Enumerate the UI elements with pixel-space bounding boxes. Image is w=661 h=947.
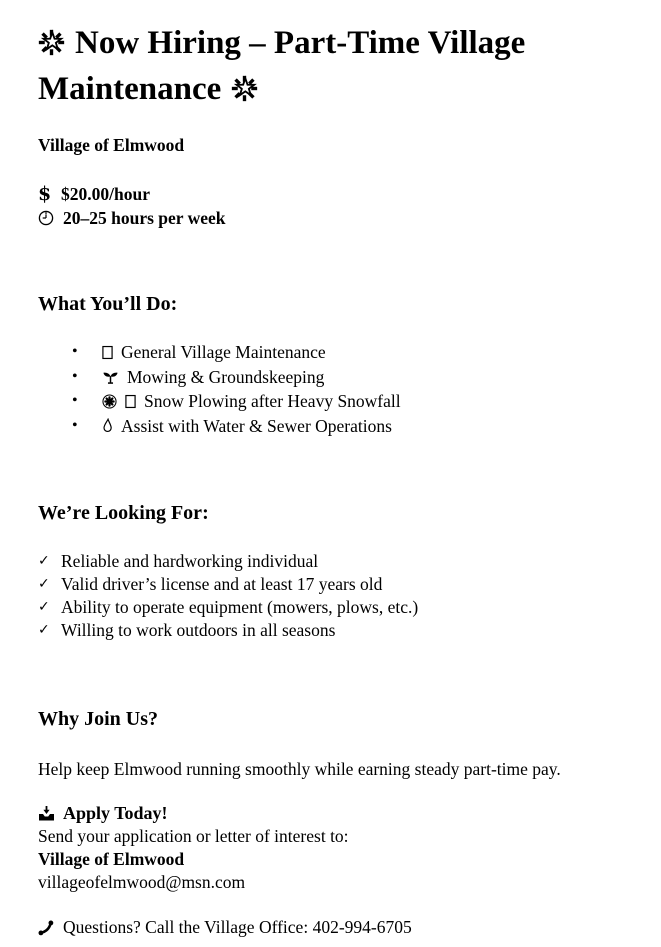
requirement-text: Reliable and hardworking individual bbox=[61, 551, 319, 571]
apply-heading bbox=[38, 801, 631, 825]
requirement-text: Ability to operate equipment (mowers, plows, etc.) bbox=[61, 597, 419, 617]
list-item bbox=[38, 389, 631, 414]
apply-instruction: Send your application or letter of interest to: bbox=[38, 826, 349, 846]
phone-receiver-icon bbox=[38, 920, 54, 936]
requirement-text: Willing to work outdoors in all seasons bbox=[61, 620, 336, 640]
bullet-marker: • bbox=[72, 416, 78, 434]
pay-text: $20.00/hour bbox=[61, 184, 150, 204]
seedling-icon bbox=[102, 369, 119, 384]
section-heading-what: What You’ll Do: bbox=[38, 293, 178, 315]
hours-text: 20–25 hours per week bbox=[63, 207, 226, 228]
list-item bbox=[38, 573, 631, 596]
bullet-marker: • bbox=[72, 392, 78, 409]
requirement-text: Valid driver’s license and at least 17 years old bbox=[61, 574, 383, 594]
section-heading-looking: We’re Looking For: bbox=[38, 502, 209, 524]
list-item bbox=[38, 596, 631, 619]
duty-text: Assist with Water & Sewer Operations bbox=[121, 415, 392, 436]
check-icon: ✓ bbox=[38, 553, 50, 569]
list-item bbox=[38, 365, 631, 390]
missing-glyph-box-icon bbox=[102, 345, 113, 360]
check-icon: ✓ bbox=[38, 599, 50, 615]
check-icon: ✓ bbox=[38, 576, 50, 592]
clock-icon bbox=[38, 210, 54, 226]
bullet-marker: • bbox=[72, 343, 78, 360]
droplet-icon bbox=[102, 418, 113, 433]
list-item bbox=[38, 619, 631, 642]
snowflake-icon bbox=[102, 394, 117, 409]
employer-name: Village of Elmwood bbox=[38, 135, 185, 155]
page-title bbox=[38, 20, 631, 112]
why-paragraph: Help keep Elmwood running smoothly while earning steady part-time pay. bbox=[38, 759, 561, 779]
requirements-list bbox=[38, 550, 631, 642]
duty-text: Snow Plowing after Heavy Snowfall bbox=[144, 391, 401, 411]
sparkle-star-icon bbox=[231, 75, 258, 102]
contact-line bbox=[38, 916, 631, 939]
sparkle-star-icon bbox=[38, 29, 65, 56]
missing-glyph-box-icon bbox=[125, 394, 136, 409]
list-item bbox=[38, 550, 631, 573]
duty-text: Mowing & Groundskeeping bbox=[127, 366, 325, 387]
list-item bbox=[38, 340, 631, 365]
inbox-tray-icon bbox=[38, 805, 55, 822]
apply-heading-text: Apply Today! bbox=[63, 803, 168, 823]
apply-email: villageofelmwood@msn.com bbox=[38, 872, 246, 892]
list-item bbox=[38, 414, 631, 439]
pay-line bbox=[38, 183, 631, 207]
contact-text: Questions? Call the Village Office: 402-994-6705 bbox=[63, 917, 412, 937]
heavy-dollar-icon: $ bbox=[38, 183, 52, 205]
duty-text: General Village Maintenance bbox=[121, 342, 326, 362]
bullet-marker: • bbox=[72, 367, 78, 385]
duties-list bbox=[38, 340, 631, 438]
apply-org-name: Village of Elmwood bbox=[38, 849, 185, 869]
section-heading-why: Why Join Us? bbox=[38, 708, 159, 730]
check-icon: ✓ bbox=[38, 622, 50, 638]
title-text: Now Hiring – Part-Time Village Maintenance bbox=[38, 25, 526, 107]
hours-line bbox=[38, 207, 631, 231]
